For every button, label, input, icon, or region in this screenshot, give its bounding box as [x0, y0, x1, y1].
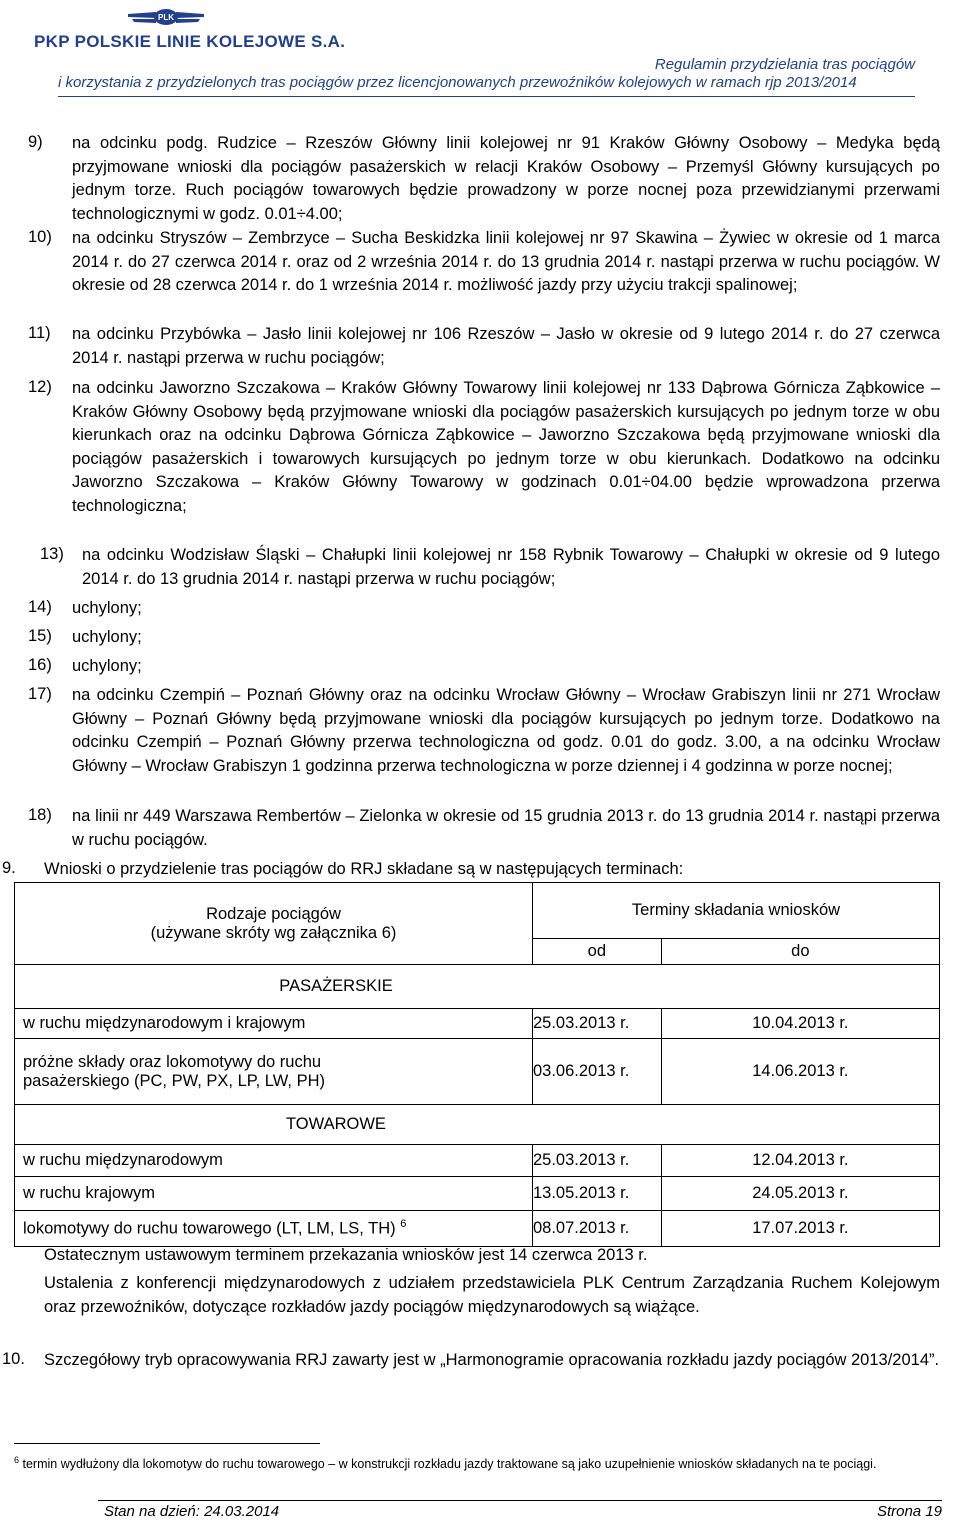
- row-type: w ruchu krajowym: [15, 1177, 533, 1211]
- table-header-to: do: [661, 939, 939, 965]
- deadline-note: Ostatecznym ustawowym terminem przekazania wniosków jest 14 czerwca 2013 r.: [44, 1246, 648, 1264]
- header-title-line2: i korzystania z przydzielonych tras pociągów przez licencjonowanych przewoźników kolejowych w ramach rjp 2013/2014: [58, 74, 857, 91]
- footer-date: Stan na dzień: 24.03.2014: [104, 1503, 280, 1520]
- page-number: Strona 19: [876, 1503, 942, 1520]
- company-logo: [34, 6, 346, 52]
- row-type: [15, 1039, 533, 1105]
- row-type-line2: pasażerskiego (PC, PW, PX, LP, LW, PH): [23, 1071, 326, 1090]
- row-to: 12.04.2013 r.: [661, 1145, 939, 1177]
- list-item: na linii nr 449 Warszawa Rembertów – Zielonka w okresie od 15 grudnia 2013 r. do 13 grudnia 2014 r. nastąpi przerwa w ruchu pociągów.: [72, 807, 940, 849]
- footer-divider: [98, 1500, 942, 1501]
- list-item: na odcinku podg. Rudzice – Rzeszów Główny linii kolejowej nr 91 Kraków Główny Osobowy – Medyka będą przyjmowane wnioski dla pociągów pasażerskich w relacji Kraków Osobowy – Przemyśl Główny kursujących po jednym torze. Ruch pociągów towarowych będzie prowadzony w porze nocnej poza przewidzianymi przerwami technologicznymi w godz. 0.01÷4.00;: [72, 134, 940, 223]
- header-title-line1: Regulamin przydzielania tras pociągów: [654, 56, 915, 73]
- section-number: 9.: [2, 859, 16, 877]
- table-row: [15, 1145, 940, 1177]
- table-row: [15, 1039, 940, 1105]
- item-number: 16): [28, 656, 52, 674]
- list-item: na odcinku Stryszów – Zembrzyce – Sucha Beskidzka linii kolejowej nr 97 Skawina – Żywiec w okresie od 1 marca 2014 r. do 27 czerwca 2014 r. oraz od 2 września 2014 r. do 13 grudnia 2014 r. nastąpi przerwa w ruchu pociągów. W okresie od 28 czerwca 2014 r. do 1 września 2014 r. możliwość jazdy przy użyciu trakcji spalinowej;: [72, 229, 940, 294]
- row-type-line1: próżne składy oraz lokomotywy do ruchu: [23, 1052, 322, 1071]
- row-from: 25.03.2013 r.: [533, 1009, 662, 1039]
- table-row: [15, 1211, 940, 1247]
- list-item: na odcinku Jaworzno Szczakowa – Kraków Główny Towarowy linii kolejowej nr 133 Dąbrowa Górnicza Ząbkowice – Kraków Główny Osobowy będą przyjmowane wnioski dla pociągów pasażerskich kursujących po jednym torze w obu kierunkach oraz na odcinku Dąbrowa Górnicza Ząbkowice – Jaworzno Szczakowa będą przyjmowane wnioski dla pociągów pasażerskich i towarowych kursujących po jednym torze w obu kierunkach. Dodatkowo na odcinku Jaworzno Szczakowa – Kraków Główny Towarowy w godzinach 0.01÷04.00 będzie wprowadzona przerwa technologiczna;: [72, 379, 940, 515]
- row-type: w ruchu międzynarodowym: [15, 1145, 533, 1177]
- table-header-terms: Terminy składania wniosków: [533, 883, 940, 939]
- footnote-mark: 6: [14, 1455, 20, 1465]
- table-row: [15, 1177, 940, 1211]
- item-number: 14): [28, 598, 52, 616]
- row-to: 24.05.2013 r.: [661, 1177, 939, 1211]
- item-number: 9): [28, 133, 43, 151]
- conference-note: Ustalenia z konferencji międzynarodowych z udziałem przedstawiciela PLK Centrum Zarządzania Ruchem Kolejowym oraz przewoźników, dotyczące rozkładów jazdy pociągów międzynarodowych są wiążące.: [44, 1274, 940, 1316]
- list-item: na odcinku Przybówka – Jasło linii kolejowej nr 106 Rzeszów – Jasło w okresie od 9 lutego 2014 r. do 27 czerwca 2014 r. nastąpi przerwa w ruchu pociągów;: [72, 325, 940, 367]
- item-number: 12): [28, 378, 52, 396]
- row-type: [15, 1211, 533, 1247]
- header-divider: [58, 96, 915, 97]
- row-to: 14.06.2013 r.: [661, 1039, 939, 1105]
- list-item: uchylony;: [72, 599, 142, 617]
- list-item: uchylony;: [72, 628, 142, 646]
- plk-emblem-icon: [126, 6, 206, 32]
- footnote: [14, 1452, 940, 1473]
- item-number: 11): [28, 324, 51, 342]
- table-header-types: [15, 883, 533, 965]
- footnote-text: termin wydłużony dla lokomotyw do ruchu towarowego – w konstrukcji rozkładu jazdy traktowane są jako uzupełnienie wniosków składanych na te pociągi.: [22, 1457, 877, 1472]
- row-from: 03.06.2013 r.: [533, 1039, 662, 1105]
- list-item: na odcinku Wodzisław Śląski – Chałupki linii kolejowej nr 158 Rybnik Towarowy – Chałupki w okresie od 9 lutego 2014 r. do 13 grudnia 2014 r. nastąpi przerwa w ruchu pociągów;: [82, 546, 940, 588]
- section-number: 10.: [2, 1350, 25, 1368]
- row-type: w ruchu międzynarodowym i krajowym: [15, 1009, 533, 1039]
- row-type-text: lokomotywy do ruchu towarowego (LT, LM, LS, TH): [23, 1219, 396, 1238]
- header-types-line2: (używane skróty wg załącznika 6): [150, 923, 397, 942]
- deadlines-table: [14, 882, 940, 1247]
- section-text: Wnioski o przydzielenie tras pociągów do RRJ składane są w następujących terminach:: [44, 860, 684, 878]
- table-row: [15, 1009, 940, 1039]
- table-header-from: od: [533, 939, 662, 965]
- section-text: Szczegółowy tryb opracowywania RRJ zawarty jest w „Harmonogramie opracowania rozkładu jazdy pociągów 2013/2014”.: [44, 1351, 940, 1369]
- company-name: PKP POLSKIE LINIE KOLEJOWE S.A.: [34, 32, 346, 51]
- item-number: 13): [40, 545, 64, 563]
- group-header-passenger: PASAŻERSKIE: [15, 965, 940, 1009]
- item-number: 15): [28, 627, 52, 645]
- emblem-text: PLK: [158, 13, 174, 22]
- footnote-divider: [14, 1443, 320, 1444]
- row-to: 10.04.2013 r.: [661, 1009, 939, 1039]
- row-to: 17.07.2013 r.: [661, 1211, 939, 1247]
- item-number: 18): [28, 806, 52, 824]
- header-types-line1: Rodzaje pociągów: [206, 904, 341, 923]
- item-number: 17): [28, 685, 52, 703]
- group-header-freight: TOWAROWE: [15, 1105, 940, 1145]
- list-item: uchylony;: [72, 657, 142, 675]
- item-number: 10): [28, 228, 52, 246]
- row-from: 13.05.2013 r.: [533, 1177, 662, 1211]
- row-from: 25.03.2013 r.: [533, 1145, 662, 1177]
- row-from: 08.07.2013 r.: [533, 1211, 662, 1247]
- list-item: na odcinku Czempiń – Poznań Główny oraz na odcinku Wrocław Główny – Wrocław Grabiszyn linii nr 271 Wrocław Główny – Poznań Główny będą przyjmowane wnioski dla pociągów kursujących po jednym torze. Dodatkowo na odcinku Czempiń – Poznań Główny przerwa technologiczna od godz. 0.01 do godz. 3.00, a na odcinku Wrocław Główny – Wrocław Grabiszyn 1 godzinna przerwa technologiczna w porze dziennej i 4 godzinna w porze nocnej;: [72, 686, 940, 775]
- footnote-ref: 6: [400, 1218, 407, 1231]
